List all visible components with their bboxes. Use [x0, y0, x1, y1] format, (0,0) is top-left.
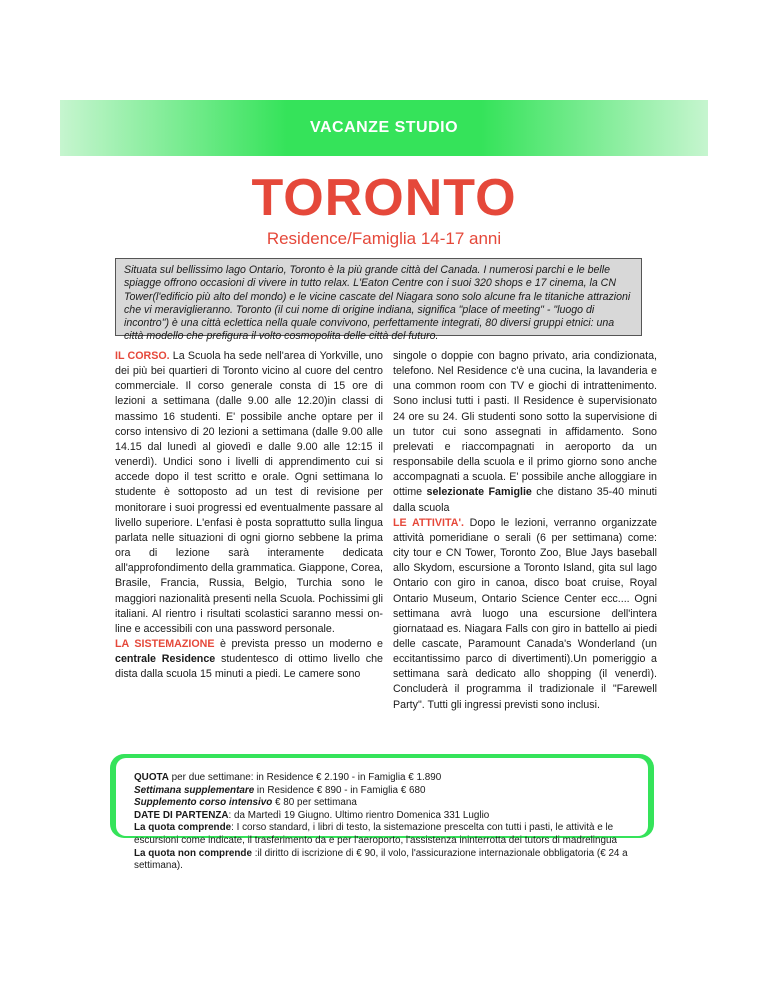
- corso-paragraph: [115, 349, 383, 637]
- departure-line: [134, 810, 630, 823]
- right-column: [393, 349, 657, 713]
- suppl-course-line: [134, 797, 630, 810]
- includes-label: La quota comprende: [134, 822, 232, 834]
- sistemazione-bold-a: centrale Residence: [115, 653, 216, 666]
- sistemazione-text-b-left: studentesco di ottimo livello che dista dalla scuola 15 minuti a piedi. Le camere sono: [115, 653, 383, 681]
- departure-label: DATE DI PARTENZA: [134, 809, 229, 821]
- page-subtitle: Residence/Famiglia 14-17 anni: [266, 229, 502, 248]
- includes-line: [134, 822, 630, 847]
- corso-text: La Scuola ha sede nell'area di Yorkville, uno dei più bei quartieri di Toronto vicino al cuore del centro commerciale. Il corso generale consta di 15 ore di lezioni a settimana (dalle 9.00 alle 12.20)in classi di massimo 16 studenti. E' possibile anche optare per il corso intensivo di 20 lezioni a settimana (dalle 9.00 alle 14.15 dal lunedì al giovedì e dalle 9.00 alle 12:15 il venerdì). Undici sono i livelli di apprendimento cui si accede dopo il test scritto e orale. Ogni settimana lo studente è sottoposto ad un test di revisione per monitorare i suoi progressi ed eventualmente passare al livello superiore. L'enfasi è posta soprattutto sulla lingua parlata nelle situazioni di ogni giorno sebbene la prima ora di lezione sarà interamente dedicata all'approfondimento della grammatica. Giappone, Corea, Brasile, Francia, Russia, Belgio, Turchia sono le maggiori nazionalità presenti nella Scuola. Pochissimi gli italiani. Al rientro i risultati scolastici saranno messi on-line e accessibili con una password personale.: [115, 350, 384, 635]
- attivita-paragraph: [393, 516, 657, 713]
- includes-text: : I corso standard, i libri di testo, la sistemazione prescelta con tutti i pasti, le attività e le escursioni come indicate, il trasferimento da e per l'aeroporto, l'assistenza ininterrotta dei tutors di madrelingua: [134, 822, 617, 846]
- sistemazione-text-b-right: singole o doppie con bagno privato, aria condizionata, telefono. Nel Residence c'è una cucina, la lavanderia e una common room con TV e giochi di intrattenimento. Sono inclusi tutti i pasti. Il Residence è supervisionato 24 ore su 24. Gli studenti sono sotto la supervisione di un tutor cui sono assegnati in affidamento. Sono prelevati e riaccompagnati in aeroporto da un responsabile della scuola e il primo giorno sono anche accompagnati a scuola. E' possibile anche alloggiare in ottime: [393, 350, 657, 499]
- quota-label: QUOTA: [134, 772, 169, 783]
- intro-box: [115, 258, 642, 343]
- suppl-week-text: in Residence € 890 - in Famiglia € 680: [254, 784, 426, 796]
- left-column: [115, 349, 383, 682]
- excludes-text: :il diritto di iscrizione di € 90, il volo, l'assicurazione internazionale obbligatoria (€ 24 a settimana).: [134, 847, 628, 872]
- departure-text: : da Martedì 19 Giugno. Ultimo rientro Domenica 331 Luglio: [228, 809, 490, 821]
- intro-text: Situata sul bellissimo lago Ontario, Toronto è la più grande città del Canada. I numerosi parchi e le belle spiagge offrono occasioni di vivere in tutto relax. L'Eaton Centre con i suoi 320 shops e 17 cinema, la CN Tower(l'edificio più alto del mondo) e le vicine cascate del Niagara sono solo alcune fra le titaniche attrazioni che vi meraviglieranno. Toronto (il cui nome di origine indiana, significa "place of meeting" - "luogo di incontro") è una città eclettica nella quale convivono, perfettamente integrati, 80 diversi gruppi etnici: una città modello che prefigura il volto cosmopolita delle città del futuro.: [124, 264, 631, 343]
- suppl-course-label: Supplemento corso intensivo: [134, 797, 273, 809]
- sistemazione-heading: LA SISTEMAZIONE: [115, 637, 215, 650]
- banner-label: VACANZE STUDIO: [309, 119, 459, 136]
- excludes-label: La quota non comprende: [134, 847, 252, 859]
- sistemazione-paragraph-start: [115, 637, 383, 682]
- suppl-week-line: [134, 785, 630, 798]
- attivita-text: Dopo le lezioni, verranno organizzate attività pomeridiane o serali (6 per settimana) come: city tour e CN Tower, Toronto Zoo, Blue Jays baseball allo Skydom, escursione a Toronto Island, gita sul lago Ontario con giro in canoa, disco boat cruise, Royal Ontario Museum, Ontario Science Center ecc.... Ogni settimana avrà luogo una escursione dell'intera giornataad es. Niagara Falls con giro in battello ai piedi delle cascate, Paramount Canada's Wonderland (un eccitantissimo parco di divertimenti).Un pomeriggio a settimana sarà dedicato allo shopping (il venerdì). Concluderà il programma il tradizionale il "Farewell Party". Tutti gli ingressi previsti sono inclusi.: [393, 516, 657, 711]
- sistemazione-text-a: è prevista presso un moderno e: [214, 637, 383, 650]
- attivita-heading: LE ATTIVITA'.: [393, 516, 464, 529]
- header-banner: [60, 100, 708, 156]
- quota-text: per due settimane: in Residence € 2.190 - in Famiglia € 1.890: [168, 772, 442, 783]
- price-box: [116, 758, 648, 872]
- sistemazione-paragraph-cont: [393, 349, 657, 516]
- page-title: TORONTO: [251, 169, 517, 227]
- sistemazione-bold-b: selezionate Famiglie: [426, 486, 532, 499]
- corso-heading: IL CORSO.: [115, 350, 170, 362]
- sistemazione-text-c: che distano 35-40 minuti dalla scuola: [393, 486, 657, 514]
- excludes-line: [134, 848, 630, 873]
- quota-line: [134, 772, 630, 785]
- suppl-course-text: € 80 per settimana: [272, 797, 357, 809]
- suppl-week-label: Settimana supplementare: [134, 784, 255, 796]
